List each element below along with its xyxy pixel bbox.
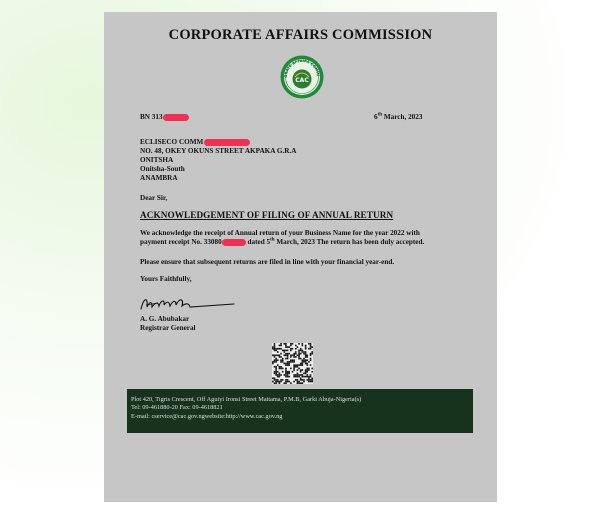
salutation: Dear Sir, bbox=[140, 194, 168, 202]
receipt-prefix: payment receipt No. 33080 bbox=[140, 238, 222, 246]
address-line: ONITSHA bbox=[140, 156, 174, 164]
address-name-prefix: ECLISECO COMM bbox=[140, 138, 204, 146]
signatory-block bbox=[140, 315, 196, 333]
footer-email: E-mail: cservice@cac.gov.ngwebsite:http://www.cac.gov.ng bbox=[131, 412, 283, 420]
bn-prefix: BN 313 bbox=[140, 113, 163, 121]
seal-top-text: ORATE AFFAIRS COMMI bbox=[283, 58, 320, 78]
letter-date bbox=[374, 113, 422, 122]
date-suffix: th bbox=[377, 112, 383, 118]
qr-code-icon bbox=[272, 343, 313, 384]
address-line: ANAMBRA bbox=[140, 174, 178, 182]
address-line: NO. 48, OKEY OKUNS STREET AKPAKA G.R.A bbox=[140, 147, 297, 155]
redaction-mark bbox=[204, 139, 250, 146]
date-suffix: th bbox=[270, 237, 275, 243]
dated-text: dated 5 bbox=[245, 238, 271, 246]
redaction-mark bbox=[222, 239, 246, 246]
footer-phone: Tel: 09-461880-20 Fax: 09-4618821 bbox=[131, 404, 223, 412]
date-day: 6 bbox=[374, 113, 378, 121]
body-line bbox=[140, 238, 470, 247]
closing: Yours Faithfully, bbox=[140, 275, 192, 283]
page-title: CORPORATE AFFAIRS COMMISSION bbox=[168, 27, 433, 43]
body-paragraph-2: Please ensure that subsequent returns are filed in line with your financial year-end. bbox=[140, 258, 395, 266]
redaction-mark bbox=[163, 114, 189, 121]
seal-center-text: CAC bbox=[295, 77, 309, 84]
letter-document bbox=[104, 12, 497, 502]
contact-footer bbox=[127, 389, 473, 433]
address-line: Onitsha-South bbox=[140, 165, 185, 173]
date-rest: March, 2023 bbox=[382, 113, 423, 121]
body-paragraph-1 bbox=[140, 229, 470, 247]
footer-address: Plot 420, Tigris Crescent, Off Aguiyi Ironsi Street Maitama, P.M.B, Garki Abuja-Nigeria(s) bbox=[131, 396, 362, 403]
letter-heading: ACKNOWLEDGEMENT OF FILING OF ANNUAL RETURN bbox=[140, 210, 394, 220]
signature-icon bbox=[138, 291, 238, 315]
signatory-name: A. G. Abubakar bbox=[140, 315, 190, 323]
seal-icon bbox=[280, 55, 324, 99]
accepted-text: March, 2023 The return has been duly accepted. bbox=[274, 238, 425, 246]
recipient-address bbox=[140, 138, 440, 183]
reference-number bbox=[140, 113, 189, 122]
address-name bbox=[140, 138, 440, 147]
body-line: We acknowledge the receipt of Annual return of your Business Name for the year 2022 with bbox=[140, 229, 420, 237]
signatory-title: Registrar General bbox=[140, 324, 196, 332]
